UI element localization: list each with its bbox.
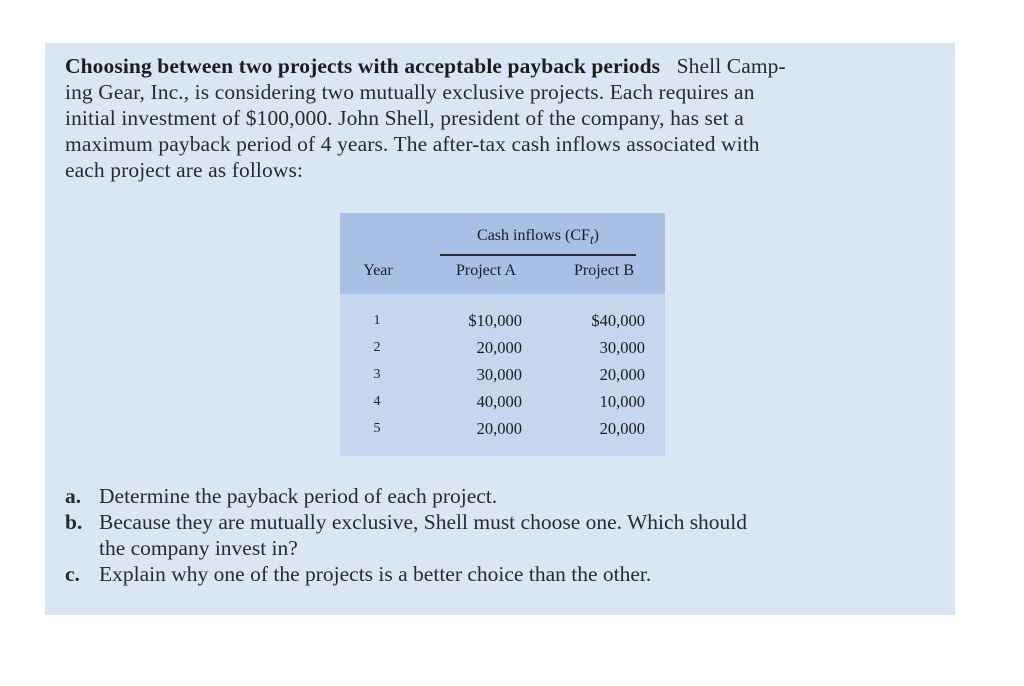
project-a-cell: 20,000 xyxy=(476,419,522,438)
year-cell: 3 xyxy=(373,367,381,382)
year-cell: 4 xyxy=(373,394,381,409)
intro-text-1: Shell Camp- xyxy=(676,54,786,78)
question-a xyxy=(65,483,945,509)
group-label-close: ) xyxy=(593,227,599,244)
group-label-rule xyxy=(440,254,636,256)
cash-inflows-group-label xyxy=(440,227,636,248)
question-letter: a. xyxy=(65,484,82,508)
question-text-continued: the company invest in? xyxy=(99,536,298,560)
project-b-cell: $40,000 xyxy=(591,311,645,330)
year-cell: 2 xyxy=(373,340,381,355)
question-list xyxy=(65,483,945,587)
table-row xyxy=(340,361,665,389)
project-b-cell: 30,000 xyxy=(599,338,645,357)
intro-line-4: maximum payback period of 4 years. The after-tax cash inflows associated with xyxy=(65,132,760,156)
project-a-cell: $10,000 xyxy=(468,311,522,330)
question-c xyxy=(65,561,945,587)
project-b-cell: 10,000 xyxy=(599,392,645,411)
problem-statement xyxy=(65,53,945,183)
group-label-text: Cash inflows (CF xyxy=(477,227,590,244)
table-header xyxy=(340,213,665,294)
year-cell: 1 xyxy=(373,313,381,328)
table-row xyxy=(340,388,665,416)
problem-heading: Choosing between two projects with acceptable payback periods xyxy=(65,54,661,78)
project-a-cell: 40,000 xyxy=(476,392,522,411)
problem-panel xyxy=(45,43,955,615)
project-b-column-header: Project B xyxy=(574,262,634,279)
project-a-cell: 30,000 xyxy=(476,365,522,384)
intro-line-2: ing Gear, Inc., is considering two mutually exclusive projects. Each requires an xyxy=(65,80,755,104)
table-row xyxy=(340,307,665,335)
intro-line-5: each project are as follows: xyxy=(65,158,303,182)
project-b-cell: 20,000 xyxy=(599,419,645,438)
question-letter: b. xyxy=(65,510,83,534)
project-a-column-header: Project A xyxy=(456,262,516,279)
table-row xyxy=(340,334,665,362)
intro-line-1 xyxy=(65,53,945,79)
project-b-cell: 20,000 xyxy=(599,365,645,384)
group-label-subscript: t xyxy=(589,232,594,248)
question-text: Explain why one of the projects is a better choice than the other. xyxy=(99,562,652,586)
table-row xyxy=(340,415,665,443)
year-column-header: Year xyxy=(363,262,393,279)
question-letter: c. xyxy=(65,562,80,586)
question-text: Determine the payback period of each project. xyxy=(99,484,498,508)
question-text: Because they are mutually exclusive, Shell must choose one. Which should xyxy=(99,510,748,534)
project-a-cell: 20,000 xyxy=(476,338,522,357)
question-b xyxy=(65,509,945,561)
year-cell: 5 xyxy=(373,421,381,436)
cash-inflows-table xyxy=(340,213,665,456)
intro-line-3: initial investment of $100,000. John Shell, president of the company, has set a xyxy=(65,106,744,130)
